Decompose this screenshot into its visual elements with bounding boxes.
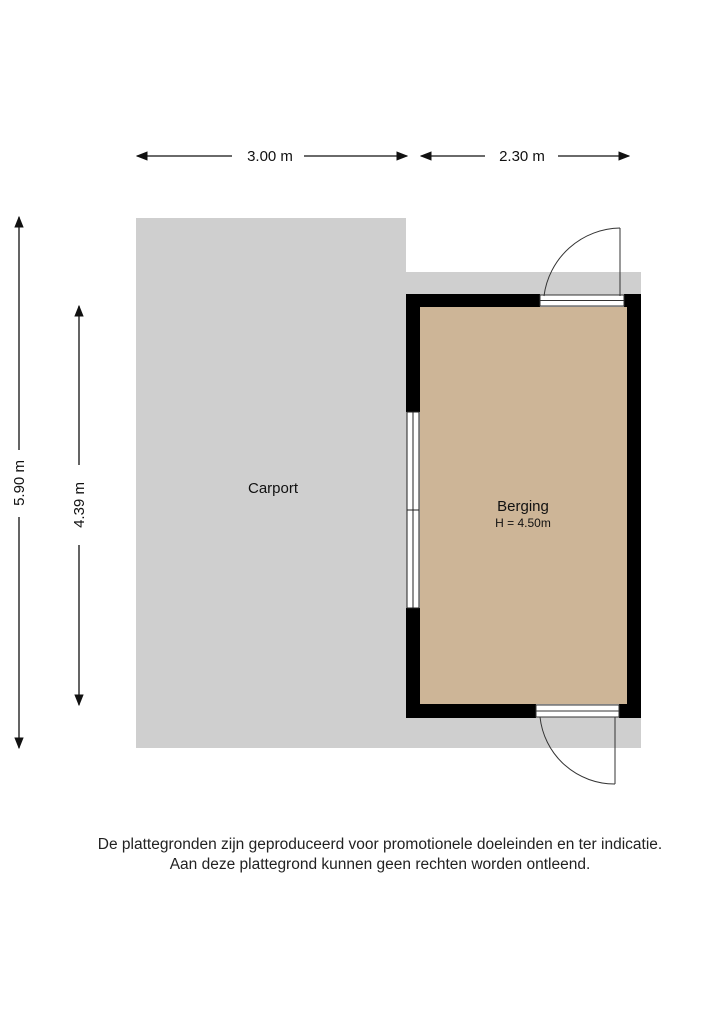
dimension-top-right: 2.30 m <box>499 148 545 165</box>
carport-label: Carport <box>247 480 299 497</box>
dimension-left-inner: 4.39 m <box>71 482 88 528</box>
disclaimer-line-1: De plattegronden zijn geproduceerd voor promotionele doeleinden en ter indicatie. <box>97 836 663 853</box>
disclaimer <box>0 835 724 875</box>
dimension-left-outer: 5.90 m <box>11 460 28 506</box>
disclaimer-line-2: Aan deze plattegrond kunnen geen rechten worden ontleend. <box>169 856 591 873</box>
window-left-wall <box>407 412 419 608</box>
dimension-top-left: 3.00 m <box>247 148 293 165</box>
berging-height: H = 4.50m <box>495 516 551 530</box>
berging-label: Berging <box>497 498 549 515</box>
